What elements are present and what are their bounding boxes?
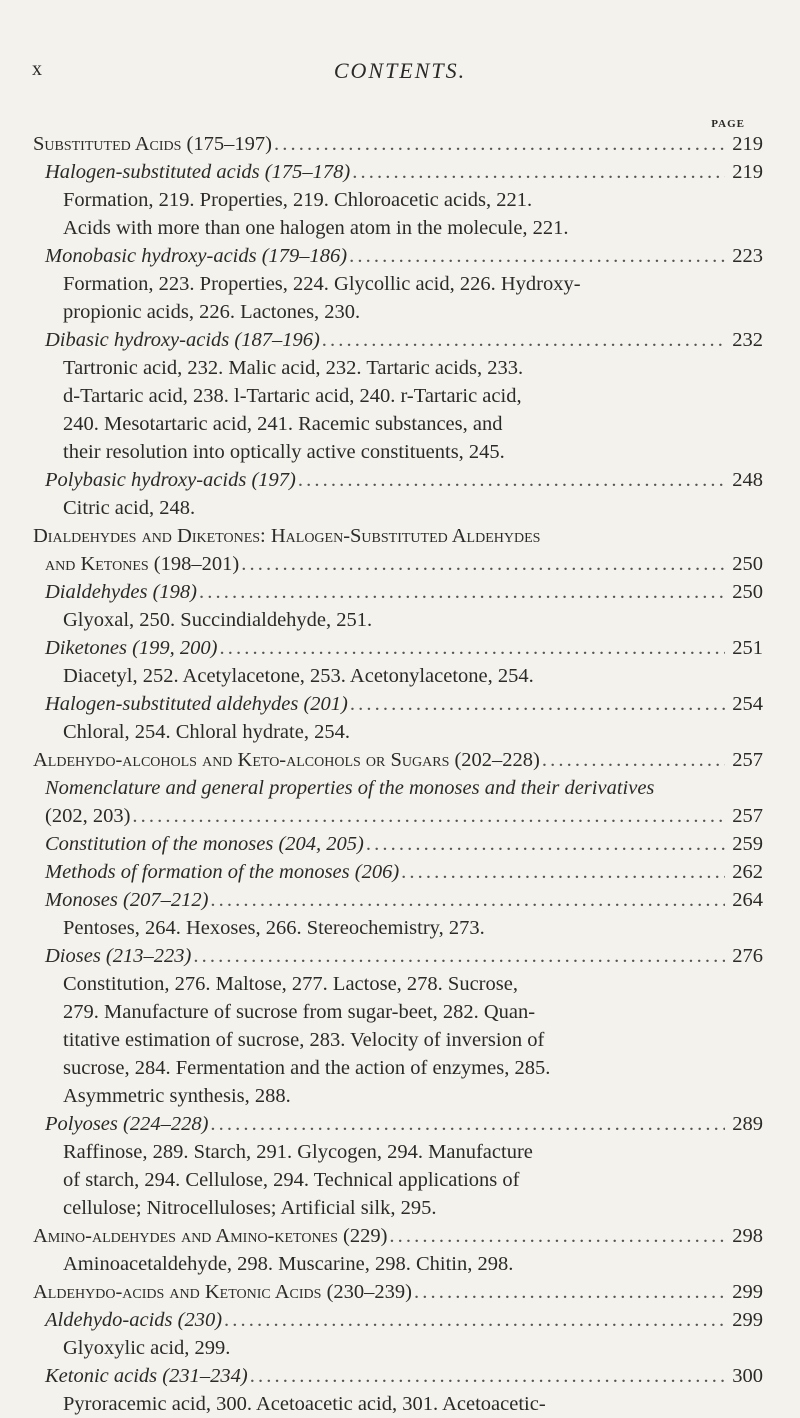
toc-page-number: 250 — [732, 553, 763, 575]
toc-description: cellulose; Nitrocelluloses; Artificial silk, 295. — [63, 1197, 437, 1219]
toc-entry-title: Aldehydo-acids and Ketonic Acids (230–239) — [33, 1281, 412, 1303]
dot-leader — [193, 942, 725, 970]
toc-description: of starch, 294. Cellulose, 294. Technical applications of — [63, 1169, 520, 1191]
toc-entry — [33, 802, 763, 830]
toc-page-number: 299 — [732, 1309, 763, 1331]
toc-entry-title: Dioses (213–223) — [45, 945, 192, 967]
toc-entry-title: (202, 203) — [45, 805, 131, 827]
toc-entry — [33, 634, 763, 662]
toc-entry — [33, 886, 763, 914]
toc-description: Pentoses, 264. Hexoses, 266. Stereochemistry, 273. — [63, 917, 485, 939]
toc-description-line — [33, 354, 763, 382]
toc-description-line — [33, 1026, 763, 1054]
toc-description-line — [33, 410, 763, 438]
toc-entry-title: and Ketones (198–201) — [45, 553, 240, 575]
toc-page-number: 289 — [732, 1113, 763, 1135]
toc-page-number: 248 — [732, 469, 763, 491]
dot-leader — [210, 886, 725, 914]
toc-entry-title: Polybasic hydroxy-acids (197) — [45, 469, 296, 491]
toc-entry — [33, 578, 763, 606]
toc-entry — [33, 1362, 763, 1390]
toc-description-line — [33, 1166, 763, 1194]
toc-entry-title: Aldehydo-alcohols and Keto-alcohols or Sugars (202–228) — [33, 749, 540, 771]
toc-entry — [33, 466, 763, 494]
toc-entry — [33, 130, 763, 158]
dot-leader — [220, 634, 726, 662]
toc-description: Raffinose, 289. Starch, 291. Glycogen, 294. Manufacture — [63, 1141, 533, 1163]
toc-description: d-Tartaric acid, 238. l-Tartaric acid, 240. r-Tartaric acid, — [63, 385, 522, 407]
toc-description-line — [33, 774, 763, 802]
toc-description-line — [33, 914, 763, 942]
toc-entry-title: Aldehydo-acids (230) — [45, 1309, 223, 1331]
toc-entry-title: Polyoses (224–228) — [45, 1113, 209, 1135]
toc-page-number: 276 — [732, 945, 763, 967]
dot-leader — [414, 1278, 725, 1306]
dot-leader — [322, 326, 725, 354]
toc-description-line — [33, 1390, 763, 1418]
toc-description: their resolution into optically active constituents, 245. — [63, 441, 505, 463]
toc-page-number: 232 — [732, 329, 763, 351]
toc-description: propionic acids, 226. Lactones, 230. — [63, 301, 361, 323]
toc-page-number: 219 — [732, 161, 763, 183]
toc-entry — [33, 242, 763, 270]
toc-description-line — [33, 1250, 763, 1278]
toc-entry — [33, 1222, 763, 1250]
toc-description: Formation, 219. Properties, 219. Chloroacetic acids, 221. — [63, 189, 533, 211]
toc-entry-title: Halogen-substituted aldehydes (201) — [45, 693, 348, 715]
dot-leader — [542, 746, 725, 774]
toc-entry — [33, 550, 763, 578]
toc-entry — [33, 830, 763, 858]
toc-entry — [33, 326, 763, 354]
toc-description: Pyroracemic acid, 300. Acetoacetic acid, 301. Acetoacetic- — [63, 1393, 546, 1415]
toc-description: 240. Mesotartaric acid, 241. Racemic substances, and — [63, 413, 503, 435]
toc-description-line — [33, 214, 763, 242]
toc-entry — [33, 690, 763, 718]
toc-entry-title: Amino-aldehydes and Amino-ketones (229) — [33, 1225, 388, 1247]
toc-entry-title: Constitution of the monoses (204, 205) — [45, 833, 364, 855]
toc-description-line — [33, 186, 763, 214]
toc-entry-title: Substituted Acids (175–197) — [33, 133, 272, 155]
toc-entry — [33, 858, 763, 886]
toc-description-line — [33, 1054, 763, 1082]
toc-description-line — [33, 998, 763, 1026]
toc-page-number: 298 — [732, 1225, 763, 1247]
dot-leader — [401, 858, 725, 886]
dot-leader — [349, 242, 725, 270]
toc-description: Dialdehydes and Diketones: Halogen-Substituted Aldehydes — [33, 525, 541, 547]
toc-description: Asymmetric synthesis, 288. — [63, 1085, 291, 1107]
toc-entry — [33, 942, 763, 970]
running-title: CONTENTS. — [333, 58, 467, 83]
toc-description: Constitution, 276. Maltose, 277. Lactose, 278. Sucrose, — [63, 973, 518, 995]
toc-entry — [33, 1278, 763, 1306]
toc-page-number: 300 — [732, 1365, 763, 1387]
toc-description: Citric acid, 248. — [63, 497, 196, 519]
toc-description-line — [33, 718, 763, 746]
toc-description: 279. Manufacture of sucrose from sugar-beet, 282. Quan- — [63, 1001, 536, 1023]
toc-description: Aminoacetaldehyde, 298. Muscarine, 298. Chitin, 298. — [63, 1253, 514, 1275]
dot-leader — [352, 158, 725, 186]
toc-page-number: 257 — [732, 805, 763, 827]
toc-entry-title: Ketonic acids (231–234) — [45, 1365, 248, 1387]
toc-entry — [33, 158, 763, 186]
toc-page-number: 264 — [732, 889, 763, 911]
toc-description: Diacetyl, 252. Acetylacetone, 253. Acetonylacetone, 254. — [63, 665, 534, 687]
toc-description-line — [33, 1082, 763, 1110]
toc-description-line — [33, 438, 763, 466]
toc-entry — [33, 1306, 763, 1334]
toc-description: Glyoxal, 250. Succindialdehyde, 251. — [63, 609, 373, 631]
toc-description: Acids with more than one halogen atom in the molecule, 221. — [63, 217, 569, 239]
toc-description-line — [33, 382, 763, 410]
dot-leader — [224, 1306, 725, 1334]
toc-description-line — [33, 606, 763, 634]
toc-page-number: 299 — [732, 1281, 763, 1303]
dot-leader — [132, 802, 725, 830]
toc-description-line — [33, 1334, 763, 1362]
toc-page-number: 257 — [732, 749, 763, 771]
toc-page-number: 262 — [732, 861, 763, 883]
table-of-contents — [33, 130, 763, 1418]
toc-entry-title: Diketones (199, 200) — [45, 637, 218, 659]
toc-description: Tartronic acid, 232. Malic acid, 232. Tartaric acids, 233. — [63, 357, 524, 379]
toc-entry — [33, 746, 763, 774]
toc-description: sucrose, 284. Fermentation and the action of enzymes, 285. — [63, 1057, 551, 1079]
toc-description: Chloral, 254. Chloral hydrate, 254. — [63, 721, 350, 743]
toc-entry-title: Halogen-substituted acids (175–178) — [45, 161, 351, 183]
toc-description-line — [33, 270, 763, 298]
page-header — [0, 58, 800, 88]
toc-entry-title: Dibasic hydroxy-acids (187–196) — [45, 329, 320, 351]
toc-entry-title: Methods of formation of the monoses (206) — [45, 861, 400, 883]
dot-leader — [250, 1362, 725, 1390]
dot-leader — [298, 466, 725, 494]
toc-description: Formation, 223. Properties, 224. Glycollic acid, 226. Hydroxy- — [63, 273, 581, 295]
toc-description-line — [33, 522, 763, 550]
dot-leader — [389, 1222, 725, 1250]
toc-page-number: 223 — [732, 245, 763, 267]
toc-description-line — [33, 298, 763, 326]
toc-entry-title: Dialdehydes (198) — [45, 581, 197, 603]
page-column-label: PAGE — [711, 118, 745, 130]
dot-leader — [366, 830, 725, 858]
toc-description: Nomenclature and general properties of the monoses and their derivatives — [45, 777, 655, 799]
toc-page-number: 254 — [732, 693, 763, 715]
dot-leader — [241, 550, 725, 578]
toc-page-number: 219 — [732, 133, 763, 155]
toc-description-line — [33, 970, 763, 998]
dot-leader — [210, 1110, 725, 1138]
toc-description-line — [33, 1194, 763, 1222]
page-folio: x — [32, 58, 43, 80]
toc-description-line — [33, 662, 763, 690]
toc-description-line — [33, 494, 763, 522]
toc-entry — [33, 1110, 763, 1138]
toc-entry-title: Monoses (207–212) — [45, 889, 209, 911]
toc-description-line — [33, 1138, 763, 1166]
toc-page-number: 251 — [732, 637, 763, 659]
toc-page-number: 259 — [732, 833, 763, 855]
toc-description: titative estimation of sucrose, 283. Velocity of inversion of — [63, 1029, 545, 1051]
dot-leader — [350, 690, 725, 718]
toc-page-number: 250 — [732, 581, 763, 603]
toc-description: Glyoxylic acid, 299. — [63, 1337, 231, 1359]
toc-entry-title: Monobasic hydroxy-acids (179–186) — [45, 245, 348, 267]
dot-leader — [199, 578, 725, 606]
dot-leader — [274, 130, 725, 158]
